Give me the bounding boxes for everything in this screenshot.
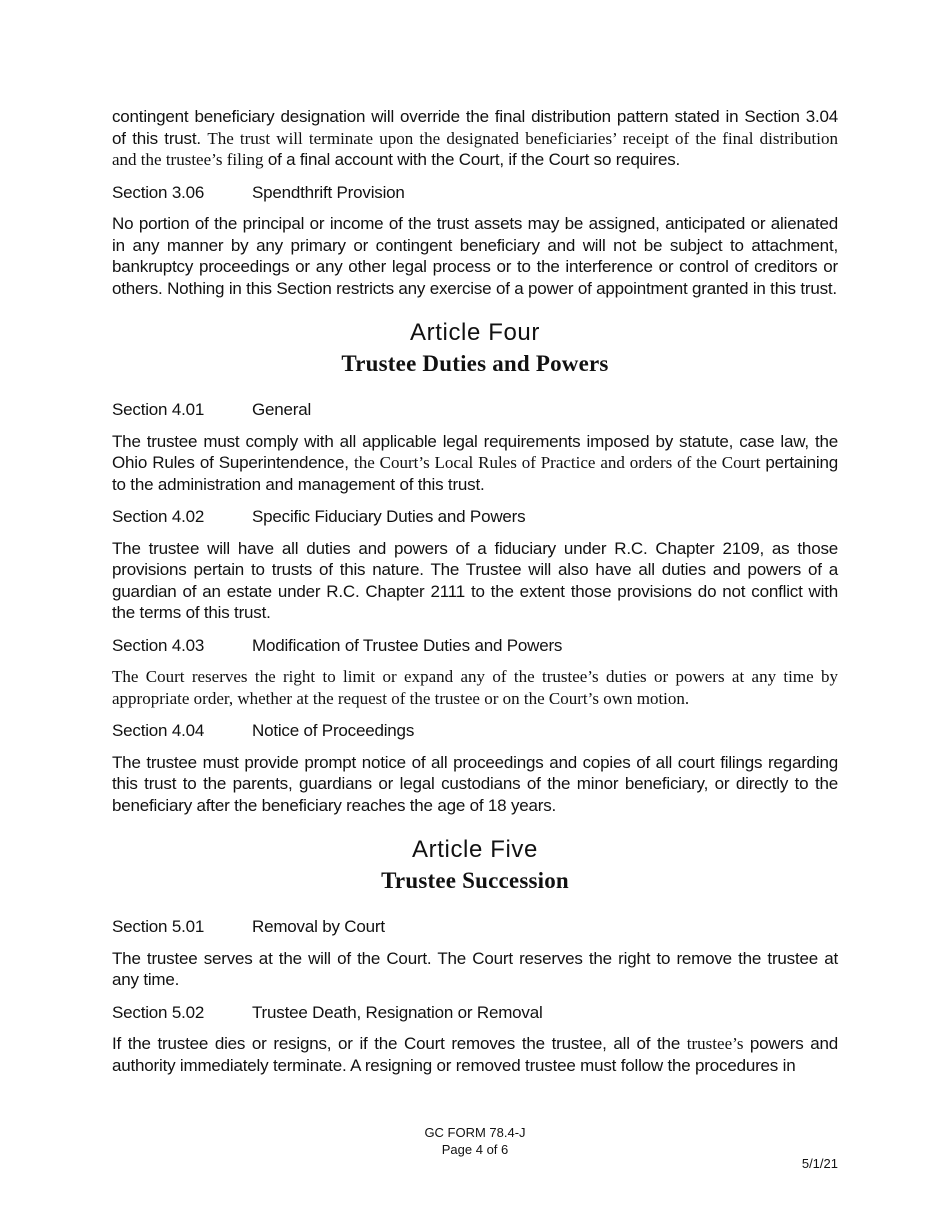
section-title: Specific Fiduciary Duties and Powers bbox=[252, 507, 526, 526]
section-number: Section 3.06 bbox=[112, 182, 205, 202]
paragraph-4-04: The trustee must provide prompt notice of all proceedings and copies of all court filings regarding this trust to the parents, guardians or legal custodians of the minor beneficiary, or directly to the beneficiary after the beneficiary reaches the age of 18 years. bbox=[112, 752, 838, 815]
section-heading-5-01 bbox=[112, 916, 838, 938]
section-title: Spendthrift Provision bbox=[252, 182, 405, 202]
section-heading-4-01 bbox=[112, 399, 838, 421]
article-four-heading bbox=[112, 317, 838, 379]
section-title: Removal by Court bbox=[252, 917, 385, 936]
section-number: Section 5.01 bbox=[112, 917, 205, 936]
section-heading-4-03 bbox=[112, 635, 838, 657]
text-run-sans: contingent beneficiary designation will override the final distribution pattern stated in Section 3.04 of this trust. bbox=[112, 107, 838, 148]
text-run-serif: The trust will terminate upon the designated beneficiaries’ receipt of the final distribution and the trustee’s filing bbox=[112, 128, 838, 169]
text-run-sans: of a final account with the Court, if the Court so requires. bbox=[267, 150, 681, 169]
section-heading-3-06 bbox=[112, 182, 838, 204]
section-heading-5-02 bbox=[112, 1002, 838, 1024]
section-number: Section 4.02 bbox=[112, 507, 205, 526]
section-number: Section 4.04 bbox=[112, 721, 205, 740]
section-heading-4-02 bbox=[112, 506, 838, 528]
paragraph-4-01 bbox=[112, 431, 838, 496]
section-title: Trustee Death, Resignation or Removal bbox=[252, 1002, 543, 1022]
section-title: General bbox=[252, 400, 312, 419]
paragraph-5-01: The trustee serves at the will of the Court. The Court reserves the right to remove the trustee at any time. bbox=[112, 948, 838, 989]
section-title: Notice of Proceedings bbox=[252, 721, 415, 740]
text-run-serif: the Court’s Local Rules of Practice and orders of the Court bbox=[353, 453, 766, 472]
text-run-sans: The trustee must comply with all applicable legal requirements imposed by statute, case law, the Ohio Rules of Superintendence, bbox=[112, 431, 838, 472]
article-five-title: Article Five bbox=[412, 836, 538, 863]
footer-page-label: Page 4 of 6 bbox=[441, 1142, 509, 1157]
footer-form-number: GC FORM 78.4-J bbox=[424, 1125, 526, 1140]
paragraph-4-03: The Court reserves the right to limit or expand any of the trustee’s duties or powers at any time by appropriate order, whether at the request of the trustee or on the Court’s own motion. bbox=[112, 667, 838, 708]
article-four-title: Article Four bbox=[410, 319, 540, 346]
text-run-sans: pertaining to the administration and management of this trust. bbox=[112, 453, 839, 494]
section-number: Section 4.03 bbox=[112, 635, 205, 655]
section-title: Modification of Trustee Duties and Powers bbox=[252, 635, 563, 655]
footer-date: 5/1/21 bbox=[801, 1156, 838, 1171]
article-five-subtitle: Trustee Succession bbox=[381, 868, 569, 893]
text-run-sans: powers and authority immediately terminate. A resigning or removed trustee must follow the procedures in bbox=[112, 1034, 838, 1075]
paragraph-4-02: The trustee will have all duties and powers of a fiduciary under R.C. Chapter 2109, as those provisions pertain to trusts of this nature. The Trustee will also have all duties and powers of a guardian of an estate under R.C. Chapter 2111 to the extent those provisions do not conflict with the terms of this trust. bbox=[112, 538, 838, 622]
section-heading-4-04 bbox=[112, 720, 838, 742]
document-content bbox=[112, 106, 838, 1087]
article-four-subtitle: Trustee Duties and Powers bbox=[341, 351, 609, 376]
paragraph-3-06: No portion of the principal or income of the trust assets may be assigned, anticipated or alienated in any manner by any primary or contingent beneficiary and will not be subject to attachment, bankruptcy proceedings or any other legal process or to the interference or control of creditors or others. Nothing in this Section restricts any exercise of a power of appointment granted in this trust. bbox=[112, 214, 838, 298]
paragraph-5-02 bbox=[112, 1033, 838, 1076]
article-five-heading bbox=[112, 834, 838, 896]
section-number: Section 5.02 bbox=[112, 1002, 205, 1022]
intro-paragraph bbox=[112, 106, 838, 171]
text-run-serif: trustee’s bbox=[686, 1034, 750, 1053]
section-number: Section 4.01 bbox=[112, 400, 205, 419]
text-run-sans: If the trustee dies or resigns, or if the Court removes the trustee, all of the bbox=[112, 1034, 687, 1053]
